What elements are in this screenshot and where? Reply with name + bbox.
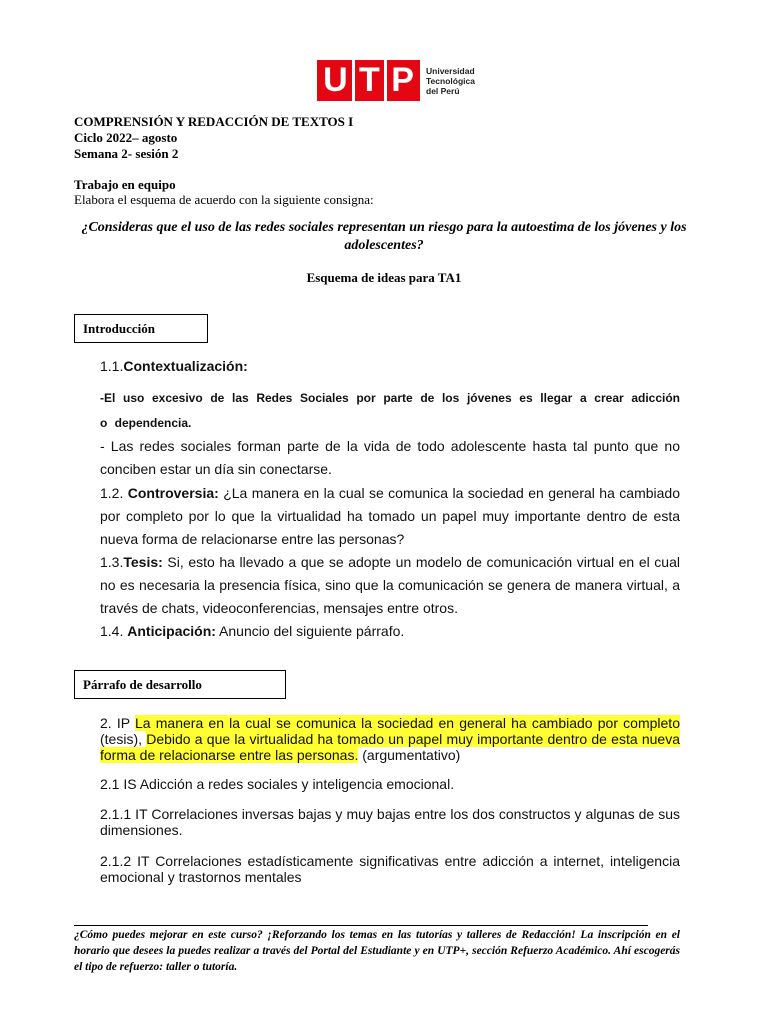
tertiary-idea-2: 2.1.2 IT Correlaciones estadísticamente significativas entre adicción a internet, inteligencia emocional y trastornos mentales (100, 853, 680, 885)
logo-letter-u: U (323, 61, 348, 99)
item-text: Anuncio del siguiente párrafo. (215, 623, 405, 639)
item-label: Controversia: (127, 485, 219, 501)
session-label: Semana 2- sesión 2 (74, 146, 179, 161)
item-label: Tesis: (123, 554, 163, 570)
highlighted-thesis: La manera en la cual se comunica la sociedad en general ha cambiado por completo (135, 715, 680, 731)
item-text: ¿La manera en la cual se comunica la sociedad en general ha cambiado por completo por lo que la virtualidad ha tomado un papel muy importante dentro de esta nueva forma de relacionarse entre las personas? (100, 485, 680, 547)
logo-letter-t: T (359, 61, 380, 99)
development-section-label: Párrafo de desarrollo (83, 676, 202, 692)
item-label: Contextualización: (123, 358, 248, 374)
footnote: ¿Cómo puedes mejorar en este curso? ¡Reforzando los temas en las tutorías y talleres de Redacción! La inscripción en el horario que desees la puedes realizar a través del Portal del Estudiante y en UTP+, sección Refuerzo Académico. Ahí escogerás el tipo de refuerzo: taller o tutoría. (74, 929, 680, 973)
item-label: Anticipación: (127, 623, 216, 639)
secondary-idea: 2.1 IS Adicción a redes sociales y inteligencia emocional. (100, 776, 455, 792)
instruction-text: Elabora el esquema de acuerdo con la siguiente consigna: (74, 192, 374, 207)
main-idea-paragraph (100, 715, 680, 763)
tertiary-idea-1: 2.1.1 IT Correlaciones inversas bajas y muy bajas entre los dos constructos y algunas de sus dimensiones. (100, 806, 680, 838)
logo-separator (384, 60, 387, 101)
work-title: Trabajo en equipo (74, 177, 176, 192)
university-name (426, 66, 475, 96)
highlighted-argument: Debido a que la virtualidad ha tomado un papel muy importante dentro de esta nueva forma de relacionarse entre las personas. (100, 731, 680, 763)
development-section-box (74, 670, 286, 699)
anticipation-paragraph (100, 620, 404, 643)
item-number: 1.3. (100, 554, 124, 570)
controversy-paragraph (100, 482, 680, 551)
footnote-rule (74, 925, 648, 926)
main-idea-tag: (argumentativo) (358, 747, 461, 763)
logo-letter-p: P (391, 61, 414, 99)
university-name-line: del Perú (426, 85, 460, 96)
item-number: 1.2. (100, 485, 128, 501)
item-text: Si, esto ha llevado a que se adopte un modelo de comunicación virtual en el cual no es necesaria la presencia física, sino que la comunicación se genera de manera virtual, a través de chats, videoconferencias, mensajes entre otros. (100, 554, 680, 616)
utp-logo (317, 60, 475, 101)
context-paragraph-1: -El uso excesivo de las Redes Sociales por parte de los jóvenes es llegar a crear adicción o dependencia. (100, 391, 680, 430)
intro-section-box (74, 314, 208, 343)
logo-separator (352, 60, 355, 101)
thesis-paragraph (100, 551, 680, 620)
item-number: 1.1. (100, 358, 124, 374)
context-paragraph-2: - Las redes sociales forman parte de la vida de todo adolescente hasta tal punto que no conciben estar un día sin conectarse. (100, 438, 680, 477)
course-title: COMPRENSIÓN Y REDACCIÓN DE TEXTOS I (74, 114, 354, 129)
guiding-question: ¿Consideras que el uso de las redes sociales representan un riesgo para la autoestima de los jóvenes y los adolescentes? (81, 220, 687, 253)
contextualization-heading (100, 355, 248, 378)
cycle-label: Ciclo 2022– agosto (74, 130, 178, 145)
university-name-line: Universidad (426, 65, 475, 76)
main-idea-prefix: 2. IP (100, 715, 136, 731)
item-number: 1.4. (100, 623, 128, 639)
utp-logo-mark (317, 60, 420, 101)
main-idea-tag: (tesis), (100, 731, 147, 747)
intro-section-label: Introducción (83, 320, 155, 336)
university-name-line: Tecnológica (426, 75, 475, 86)
schema-title: Esquema de ideas para TA1 (306, 270, 462, 285)
